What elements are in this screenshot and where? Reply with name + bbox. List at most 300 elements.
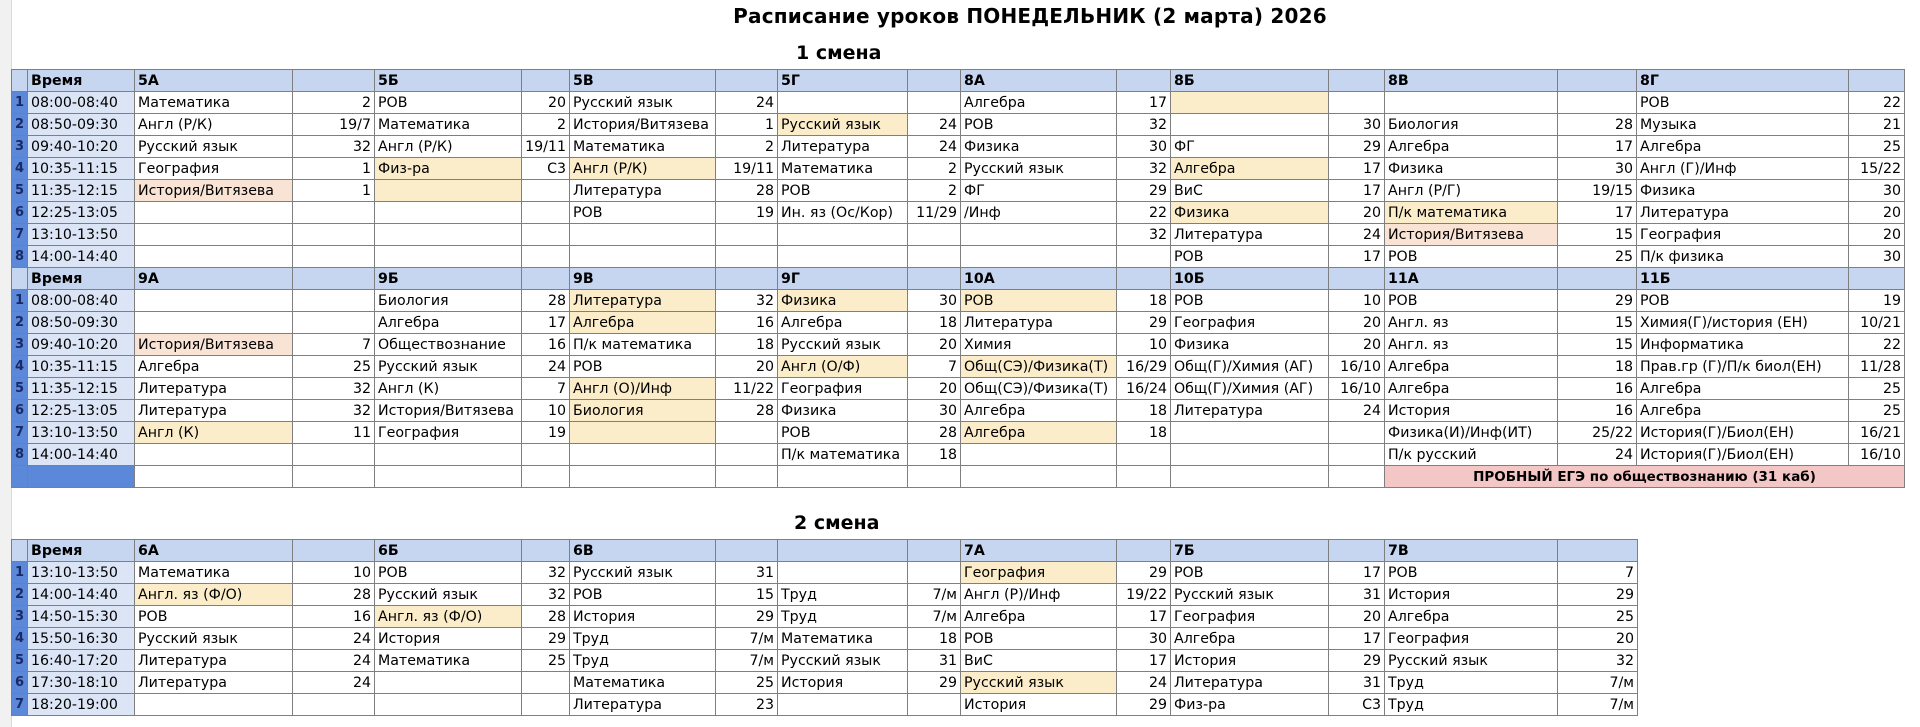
subject-cell: Математика [778, 158, 908, 180]
room-cell: 2 [908, 158, 961, 180]
subject-cell: Англ. яз (Ф/О) [375, 606, 522, 628]
room-cell: 11/29 [908, 202, 961, 224]
room-cell: 16 [1558, 378, 1637, 400]
room-cell: 7/м [716, 650, 778, 672]
column-header: 6В [570, 540, 716, 562]
subject-cell: Литература [135, 672, 293, 694]
subject-cell [1171, 92, 1329, 114]
row-number: 5 [12, 650, 28, 672]
subject-cell: Труд [570, 650, 716, 672]
room-cell: 16/10 [1329, 378, 1385, 400]
empty-cell [135, 466, 293, 488]
subject-cell [778, 224, 908, 246]
column-header [1558, 268, 1637, 290]
table-row [12, 136, 1905, 158]
subject-cell: Литература [570, 694, 716, 716]
subject-cell: Англ. яз (Ф/О) [135, 584, 293, 606]
room-cell: 25/22 [1558, 422, 1637, 444]
column-header: 11А [1385, 268, 1558, 290]
subject-cell: Русский язык [1171, 584, 1329, 606]
subject-cell: Музыка [1637, 114, 1849, 136]
room-cell: 17 [1329, 246, 1385, 268]
subject-cell: Математика [375, 114, 522, 136]
subject-cell [375, 246, 522, 268]
subject-cell: Математика [375, 650, 522, 672]
lesson-time: 17:30-18:10 [28, 672, 135, 694]
subject-cell: Англ (К) [375, 378, 522, 400]
subject-cell: Англ. яз [1385, 312, 1558, 334]
room-cell: 30 [1558, 158, 1637, 180]
room-cell: 7 [908, 356, 961, 378]
room-cell: 1 [293, 180, 375, 202]
row-number: 2 [12, 114, 28, 136]
table-row [12, 650, 1638, 672]
room-cell [1329, 422, 1385, 444]
room-cell: 10/21 [1849, 312, 1905, 334]
subject-cell [375, 694, 522, 716]
subject-cell [375, 180, 522, 202]
subject-cell [778, 694, 908, 716]
column-header: 7Б [1171, 540, 1329, 562]
room-cell: 17 [1117, 650, 1171, 672]
empty-cell [1117, 466, 1171, 488]
room-cell: 18 [1117, 400, 1171, 422]
subject-cell: Русский язык [961, 158, 1117, 180]
subject-cell: Русский язык [375, 356, 522, 378]
lesson-time: 14:00-14:40 [28, 246, 135, 268]
room-cell: 17 [1558, 136, 1637, 158]
subject-cell: Общ(Г)/Химия (АГ) [1171, 356, 1329, 378]
room-cell [522, 224, 570, 246]
room-cell: 20 [908, 334, 961, 356]
subject-cell: Обществознание [375, 334, 522, 356]
table-row [12, 290, 1905, 312]
lesson-time: 14:50-15:30 [28, 606, 135, 628]
room-cell: 7/м [908, 606, 961, 628]
lesson-time: 13:10-13:50 [28, 562, 135, 584]
subject-cell: Труд [570, 628, 716, 650]
subject-cell: Англ (О/Ф) [778, 356, 908, 378]
table-row [12, 694, 1638, 716]
room-cell: 30 [1117, 628, 1171, 650]
room-cell: 30 [908, 400, 961, 422]
subject-cell [135, 246, 293, 268]
subject-cell: История(Г)/Биол(ЕН) [1637, 444, 1849, 466]
subject-cell [135, 290, 293, 312]
subject-cell: Физика [1171, 202, 1329, 224]
column-header: 10А [961, 268, 1117, 290]
column-header [1117, 540, 1171, 562]
subject-cell: История/Витязева [135, 180, 293, 202]
room-cell: 20 [1849, 202, 1905, 224]
lesson-time: 11:35-12:15 [28, 378, 135, 400]
room-cell: 28 [716, 180, 778, 202]
subject-cell: Общ(Г)/Химия (АГ) [1171, 378, 1329, 400]
column-header [716, 70, 778, 92]
room-cell: 24 [1117, 672, 1171, 694]
room-cell: 16 [522, 334, 570, 356]
subject-cell: История [1171, 650, 1329, 672]
room-cell [293, 444, 375, 466]
lesson-time: 10:35-11:15 [28, 356, 135, 378]
table-row [12, 180, 1905, 202]
time-cell [28, 466, 135, 488]
subject-cell: Физика [1171, 334, 1329, 356]
room-cell: 1 [716, 114, 778, 136]
room-cell: 24 [716, 92, 778, 114]
room-cell: 32 [522, 584, 570, 606]
subject-cell: Биология [375, 290, 522, 312]
room-cell: 24 [293, 628, 375, 650]
table-header-row [12, 268, 1905, 290]
subject-cell: Алгебра [1385, 606, 1558, 628]
subject-cell: Физика [1385, 158, 1558, 180]
column-header [908, 540, 961, 562]
room-cell: 28 [1558, 114, 1637, 136]
room-cell: 17 [1329, 562, 1385, 584]
row-number: 5 [12, 180, 28, 202]
lesson-time: 14:00-14:40 [28, 584, 135, 606]
subject-cell [961, 444, 1117, 466]
subject-cell [570, 422, 716, 444]
room-cell: 24 [1329, 224, 1385, 246]
column-header: 7В [1385, 540, 1558, 562]
room-cell: 19 [1849, 290, 1905, 312]
lesson-time: 09:40-10:20 [28, 136, 135, 158]
subject-cell [1171, 444, 1329, 466]
room-cell: 32 [716, 290, 778, 312]
room-cell: 7/м [908, 584, 961, 606]
column-header [1558, 540, 1638, 562]
room-cell [1329, 92, 1385, 114]
table-row [12, 246, 1905, 268]
room-cell: 31 [716, 562, 778, 584]
subject-cell: Литература [570, 180, 716, 202]
subject-cell: Литература [1171, 224, 1329, 246]
column-header: Время [28, 540, 135, 562]
row-index-cell [12, 70, 28, 92]
empty-cell [961, 466, 1117, 488]
column-header [1117, 70, 1171, 92]
lesson-time: 12:25-13:05 [28, 202, 135, 224]
room-cell: 29 [1117, 694, 1171, 716]
subject-cell [1171, 422, 1329, 444]
row-number: 4 [12, 158, 28, 180]
subject-cell: РОВ [375, 92, 522, 114]
subject-cell: Русский язык [1385, 650, 1558, 672]
column-header: 5В [570, 70, 716, 92]
subject-cell [375, 444, 522, 466]
subject-cell: П/к математика [570, 334, 716, 356]
room-cell: 24 [1329, 400, 1385, 422]
room-cell: 29 [1558, 584, 1638, 606]
row-number: 7 [12, 422, 28, 444]
subject-cell: Труд [778, 606, 908, 628]
subject-cell: РОВ [1385, 290, 1558, 312]
subject-cell: История [375, 628, 522, 650]
room-cell [908, 246, 961, 268]
room-cell: 29 [1117, 180, 1171, 202]
subject-cell: ВиС [1171, 180, 1329, 202]
row-number: 8 [12, 444, 28, 466]
subject-cell: История/Витязева [375, 400, 522, 422]
subject-cell: РОВ [570, 356, 716, 378]
room-cell: 29 [1117, 312, 1171, 334]
shift2-label: 2 смена [794, 512, 880, 534]
room-cell: 32 [1117, 114, 1171, 136]
room-cell: 17 [522, 312, 570, 334]
subject-cell: Русский язык [135, 136, 293, 158]
subject-cell: Англ. яз [1385, 334, 1558, 356]
room-cell: 15 [1558, 312, 1637, 334]
column-header: 5А [135, 70, 293, 92]
row-number: 5 [12, 378, 28, 400]
subject-cell: Прав.гр (Г)/П/к биол(ЕН) [1637, 356, 1849, 378]
subject-cell: РОВ [1385, 562, 1558, 584]
column-header: 9В [570, 268, 716, 290]
table-header-row [12, 70, 1905, 92]
row-number: 2 [12, 312, 28, 334]
subject-cell: Физика [961, 136, 1117, 158]
room-cell [293, 246, 375, 268]
subject-cell: Физика [778, 290, 908, 312]
table-row [12, 584, 1638, 606]
column-header [522, 540, 570, 562]
subject-cell [570, 246, 716, 268]
subject-cell: РОВ [1171, 290, 1329, 312]
subject-cell: Труд [1385, 694, 1558, 716]
subject-cell: Биология [570, 400, 716, 422]
subject-cell: РОВ [778, 422, 908, 444]
room-cell: 15/22 [1849, 158, 1905, 180]
column-header [1849, 70, 1905, 92]
subject-cell: П/к физика [1637, 246, 1849, 268]
room-cell: 17 [1329, 158, 1385, 180]
room-cell: 2 [908, 180, 961, 202]
subject-cell: Общ(СЭ)/Физика(Т) [961, 378, 1117, 400]
column-header: Время [28, 268, 135, 290]
room-cell [293, 202, 375, 224]
row-number: 3 [12, 136, 28, 158]
room-cell: 10 [1329, 290, 1385, 312]
subject-cell: РОВ [778, 180, 908, 202]
room-cell: 2 [522, 114, 570, 136]
subject-cell: Алгебра [1637, 400, 1849, 422]
room-cell: 22 [1117, 202, 1171, 224]
subject-cell: Литература [135, 400, 293, 422]
subject-cell: Литература [778, 136, 908, 158]
column-header: 9А [135, 268, 293, 290]
subject-cell: П/к математика [778, 444, 908, 466]
subject-cell: Англ (Р)/Инф [961, 584, 1117, 606]
room-cell [908, 562, 961, 584]
subject-cell: РОВ [961, 628, 1117, 650]
room-cell: 25 [1558, 606, 1638, 628]
room-cell: 28 [522, 606, 570, 628]
subject-cell: История [570, 606, 716, 628]
room-cell [716, 444, 778, 466]
room-cell: 18 [908, 444, 961, 466]
table-row [12, 378, 1905, 400]
room-cell: 18 [908, 312, 961, 334]
subject-cell: Физика [778, 400, 908, 422]
room-cell [522, 246, 570, 268]
room-cell: 18 [908, 628, 961, 650]
room-cell: 17 [1329, 628, 1385, 650]
room-cell: 25 [1558, 246, 1637, 268]
empty-cell [716, 466, 778, 488]
room-cell: 15 [716, 584, 778, 606]
subject-cell: Физ-ра [1171, 694, 1329, 716]
subject-cell: П/к русский [1385, 444, 1558, 466]
room-cell: 30 [1849, 246, 1905, 268]
room-cell: 31 [1329, 584, 1385, 606]
subject-cell: Ин. яз (Ос/Кор) [778, 202, 908, 224]
room-cell [908, 694, 961, 716]
row-number: 4 [12, 356, 28, 378]
room-cell: 7/м [1558, 672, 1638, 694]
subject-cell: Общ(СЭ)/Физика(Т) [961, 356, 1117, 378]
table-row [12, 606, 1638, 628]
room-cell: 23 [716, 694, 778, 716]
room-cell: С3 [522, 158, 570, 180]
room-cell: 1 [293, 158, 375, 180]
table-row [12, 444, 1905, 466]
subject-cell: Математика [135, 92, 293, 114]
room-cell: 18 [1558, 356, 1637, 378]
room-cell: 32 [293, 136, 375, 158]
empty-cell [1329, 466, 1385, 488]
subject-cell: РОВ [570, 202, 716, 224]
room-cell: 11 [293, 422, 375, 444]
subject-cell: Литература [1171, 400, 1329, 422]
room-cell: 19/22 [1117, 584, 1171, 606]
empty-cell [375, 466, 522, 488]
room-cell: 22 [1849, 334, 1905, 356]
row-number: 7 [12, 224, 28, 246]
room-cell: 16 [293, 606, 375, 628]
room-cell: 10 [1117, 334, 1171, 356]
row-number: 1 [12, 290, 28, 312]
subject-cell: Алгебра [1385, 378, 1558, 400]
column-header: 8Г [1637, 70, 1849, 92]
subject-cell: РОВ [961, 290, 1117, 312]
room-cell: 19 [716, 202, 778, 224]
subject-cell [961, 224, 1117, 246]
room-cell: 32 [293, 400, 375, 422]
subject-cell: История [778, 672, 908, 694]
subject-cell: Физика [1637, 180, 1849, 202]
room-cell [1558, 92, 1637, 114]
subject-cell [570, 444, 716, 466]
empty-cell [293, 466, 375, 488]
subject-cell [135, 202, 293, 224]
table-row [12, 422, 1905, 444]
room-cell: 17 [1329, 180, 1385, 202]
subject-cell: История(Г)/Биол(ЕН) [1637, 422, 1849, 444]
row-number: 1 [12, 562, 28, 584]
row-index-cell [12, 268, 28, 290]
subject-cell: РОВ [1171, 246, 1329, 268]
room-cell: 28 [522, 290, 570, 312]
exam-banner: ПРОБНЫЙ ЕГЭ по обществознанию (31 каб) [1385, 466, 1905, 488]
room-cell: 32 [522, 562, 570, 584]
room-cell: 16/10 [1329, 356, 1385, 378]
row-number: 3 [12, 334, 28, 356]
lesson-time: 08:00-08:40 [28, 92, 135, 114]
subject-cell: Физика(И)/Инф(ИТ) [1385, 422, 1558, 444]
subject-cell: П/к математика [1385, 202, 1558, 224]
table-row [12, 334, 1905, 356]
room-cell: 20 [908, 378, 961, 400]
subject-cell [778, 246, 908, 268]
subject-cell [570, 224, 716, 246]
lesson-time: 08:50-09:30 [28, 312, 135, 334]
subject-cell: Алгебра [1385, 136, 1558, 158]
room-cell: 20 [1329, 202, 1385, 224]
lesson-time: 09:40-10:20 [28, 334, 135, 356]
subject-cell: Англ (К) [135, 422, 293, 444]
subject-cell: География [1637, 224, 1849, 246]
lesson-time: 18:20-19:00 [28, 694, 135, 716]
row-number: 1 [12, 92, 28, 114]
subject-cell: Литература [135, 378, 293, 400]
room-cell [716, 224, 778, 246]
subject-cell: Алгебра [961, 606, 1117, 628]
subject-cell: Алгебра [570, 312, 716, 334]
room-cell: 10 [522, 400, 570, 422]
subject-cell: Русский язык [570, 562, 716, 584]
column-header [716, 268, 778, 290]
room-cell: 19/11 [716, 158, 778, 180]
room-cell: 16 [716, 312, 778, 334]
subject-cell [375, 202, 522, 224]
column-header [293, 70, 375, 92]
subject-cell [135, 694, 293, 716]
room-cell: 20 [1849, 224, 1905, 246]
row-index-cell [12, 466, 28, 488]
row-number: 6 [12, 672, 28, 694]
room-cell: 30 [1117, 136, 1171, 158]
room-cell: 32 [1558, 650, 1638, 672]
column-header: 10Б [1171, 268, 1329, 290]
room-cell: 16/21 [1849, 422, 1905, 444]
subject-cell [135, 224, 293, 246]
room-cell [1117, 444, 1171, 466]
subject-cell: История/Витязева [570, 114, 716, 136]
room-cell: 31 [1329, 672, 1385, 694]
subject-cell: Литература [1637, 202, 1849, 224]
column-header: 5Б [375, 70, 522, 92]
lesson-time: 15:50-16:30 [28, 628, 135, 650]
column-header [1329, 268, 1385, 290]
column-header [1849, 268, 1905, 290]
row-number: 4 [12, 628, 28, 650]
lesson-time: 10:35-11:15 [28, 158, 135, 180]
subject-cell: РОВ [1171, 562, 1329, 584]
room-cell: 29 [908, 672, 961, 694]
lesson-time: 11:35-12:15 [28, 180, 135, 202]
subject-cell [778, 92, 908, 114]
room-cell: 10 [293, 562, 375, 584]
room-cell: 29 [522, 628, 570, 650]
room-cell [522, 444, 570, 466]
table-row [12, 158, 1905, 180]
room-cell: 2 [716, 136, 778, 158]
room-cell: 16/10 [1849, 444, 1905, 466]
page-title: Расписание уроков ПОНЕДЕЛЬНИК (2 марта) 2026 [733, 4, 1327, 28]
room-cell: 29 [1117, 562, 1171, 584]
